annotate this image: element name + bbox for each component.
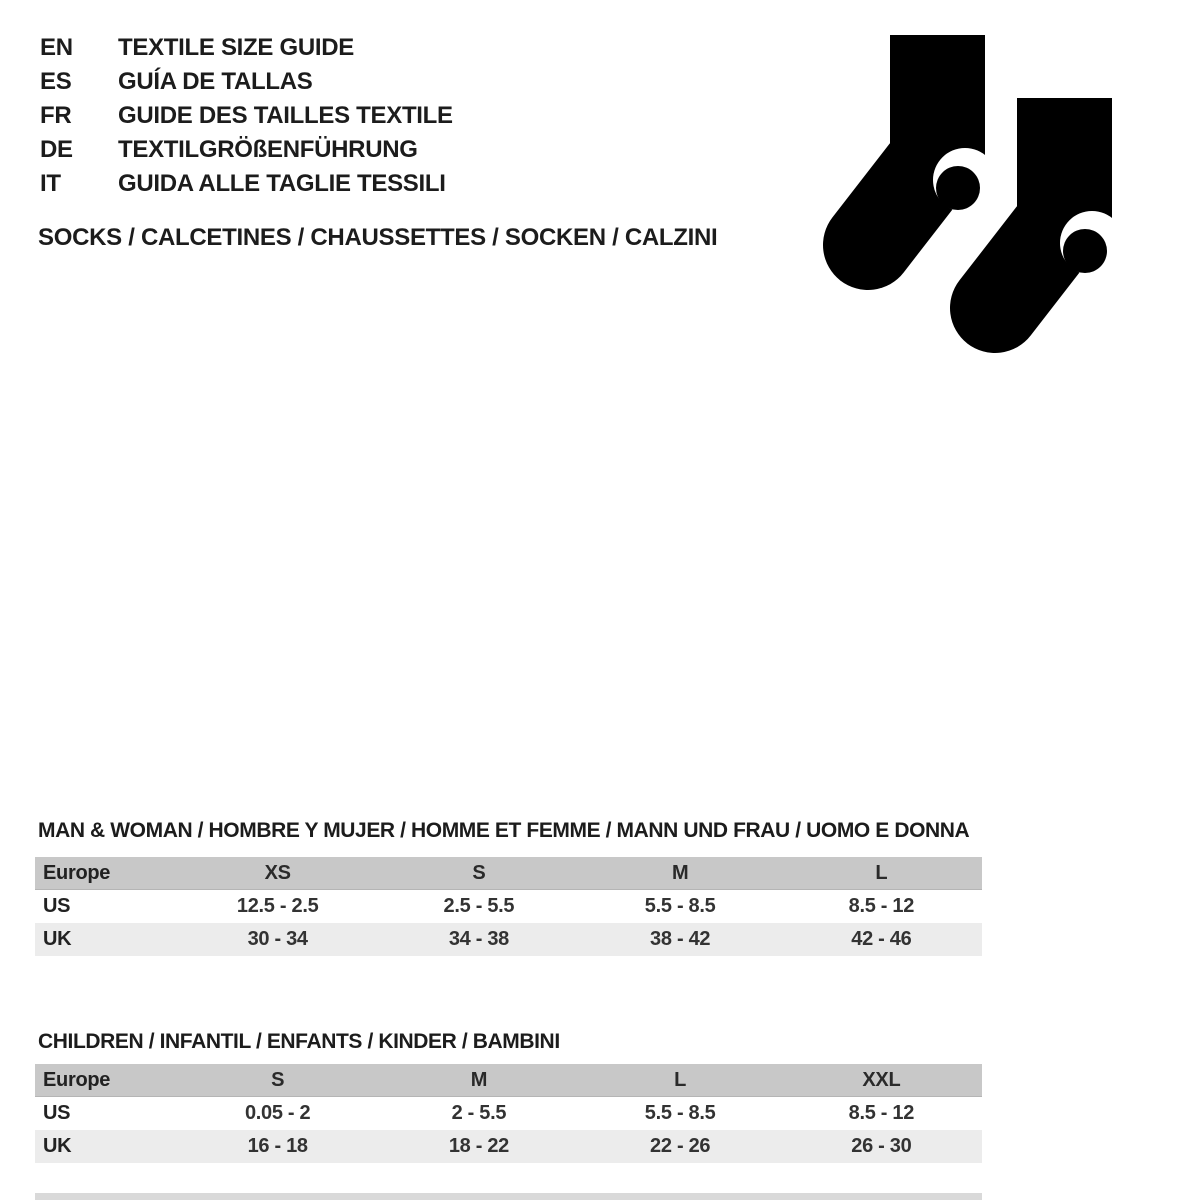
- header-cell-size: M: [671, 861, 689, 884]
- category-line: SOCKS / CALCETINES / CHAUSSETTES / SOCKEN / CALZINI: [38, 224, 718, 251]
- lang-code: FR: [40, 102, 72, 129]
- cutoff-table-strip: [35, 1193, 982, 1200]
- size-table-adults: [35, 857, 982, 956]
- lang-row-es: [40, 65, 453, 99]
- lang-code: ES: [40, 68, 72, 95]
- size-cell: 5.5 - 8.5: [644, 895, 716, 917]
- lang-code: EN: [40, 34, 73, 61]
- lang-code: IT: [40, 170, 61, 197]
- language-list: [40, 31, 453, 201]
- size-cell: 16 - 18: [247, 1135, 308, 1157]
- socks-icon: [815, 30, 1115, 355]
- lang-label: GUÍA DE TALLAS: [118, 68, 313, 95]
- table-title-children: CHILDREN / INFANTIL / ENFANTS / KINDER / BAMBINI: [38, 1030, 560, 1053]
- header-cell-size: XS: [264, 861, 291, 884]
- row-label: UK: [43, 928, 72, 950]
- header-cell-size: S: [472, 861, 486, 884]
- sock-left: [868, 35, 997, 245]
- lang-label: GUIDA ALLE TAGLIE TESSILI: [118, 170, 446, 197]
- size-cell: 34 - 38: [448, 928, 509, 950]
- table-row-uk: [35, 923, 982, 956]
- size-cell: 42 - 46: [851, 928, 912, 950]
- table-title-adults: MAN & WOMAN / HOMBRE Y MUJER / HOMME ET FEMME / MANN UND FRAU / UOMO E DONNA: [38, 819, 970, 842]
- size-cell: 2 - 5.5: [451, 1102, 507, 1124]
- table-header-row: [35, 1064, 982, 1097]
- lang-label: GUIDE DES TAILLES TEXTILE: [118, 102, 453, 129]
- row-label: UK: [43, 1135, 72, 1157]
- size-cell: 8.5 - 12: [848, 895, 915, 917]
- size-cell: 8.5 - 12: [848, 1102, 915, 1124]
- lang-label: TEXTILE SIZE GUIDE: [118, 34, 354, 61]
- header-cell-size: S: [271, 1068, 285, 1091]
- lang-row-fr: [40, 99, 453, 133]
- lang-row-en: [40, 31, 453, 65]
- lang-label: TEXTILGRÖßENFÜHRUNG: [118, 136, 418, 163]
- size-cell: 2.5 - 5.5: [443, 895, 515, 917]
- row-label: US: [43, 1102, 71, 1124]
- table-row-uk: [35, 1130, 982, 1163]
- size-cell: 12.5 - 2.5: [236, 895, 319, 917]
- lang-code: DE: [40, 136, 73, 163]
- size-cell: 26 - 30: [851, 1135, 912, 1157]
- lang-row-it: [40, 167, 453, 201]
- size-cell: 5.5 - 8.5: [644, 1102, 716, 1124]
- header-cell-size: M: [470, 1068, 488, 1091]
- header-cell-size: L: [674, 1068, 687, 1091]
- lang-row-de: [40, 133, 453, 167]
- size-table-children: [35, 1064, 982, 1163]
- table-row-us: [35, 1097, 982, 1130]
- size-cell: 0.05 - 2: [244, 1102, 311, 1124]
- size-cell: 18 - 22: [448, 1135, 509, 1157]
- header-cell-size: XXL: [862, 1068, 901, 1091]
- header-cell-size: L: [875, 861, 888, 884]
- size-cell: 38 - 42: [650, 928, 711, 950]
- header-cell-region: Europe: [43, 861, 111, 884]
- sock-right: [995, 98, 1115, 308]
- size-cell: 30 - 34: [247, 928, 308, 950]
- header-cell-region: Europe: [43, 1068, 111, 1091]
- row-label: US: [43, 895, 71, 917]
- size-cell: 22 - 26: [650, 1135, 711, 1157]
- table-row-us: [35, 890, 982, 923]
- table-header-row: [35, 857, 982, 890]
